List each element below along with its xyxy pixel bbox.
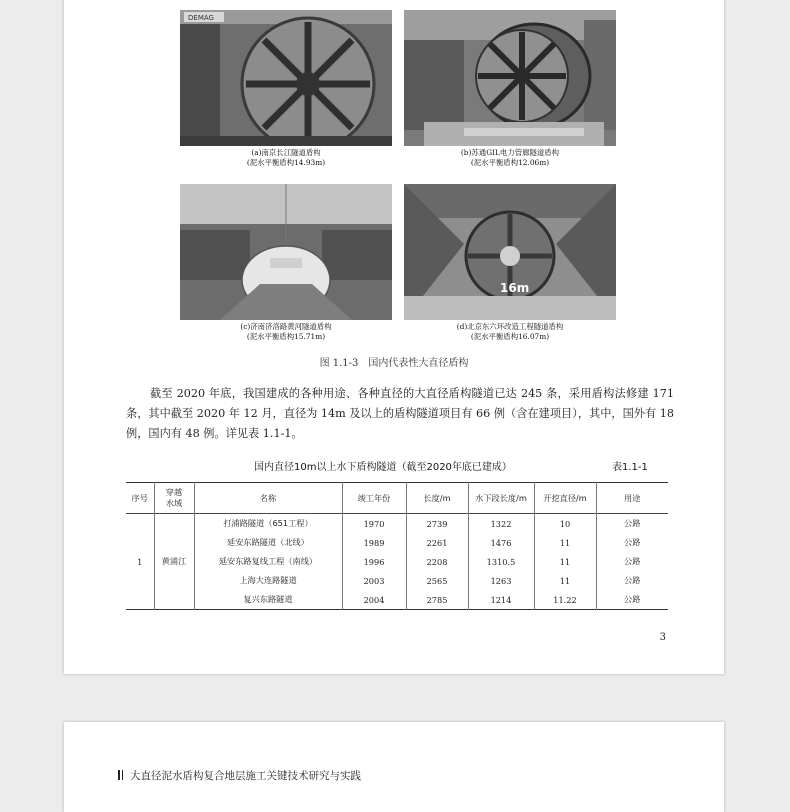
caption-d-line2: (泥水平衡盾构16.07m) <box>470 332 550 341</box>
caption-a <box>176 148 396 168</box>
photo-beijing-tbm <box>404 184 616 320</box>
row-name: 延安东路复线工程（南线） <box>194 552 342 571</box>
row-name: 延安东路隧道（北线） <box>194 533 342 552</box>
photo-nanjing-tbm <box>180 10 392 146</box>
row-diameter: 11 <box>534 552 596 571</box>
running-head-rule <box>118 770 120 780</box>
group-water: 黄浦江 <box>154 514 194 610</box>
table-title: 国内直径10m以上水下盾构隧道（截至2020年底已建成） <box>254 462 512 473</box>
page-number: 3 <box>659 632 666 643</box>
caption-b-line2: (泥水平衡盾构12.06m) <box>470 158 550 167</box>
row-length: 2565 <box>406 571 468 590</box>
table-row <box>126 571 668 590</box>
row-diameter: 11 <box>534 533 596 552</box>
caption-b-line1: (b)苏通GIL电力管廊隧道盾构 <box>460 148 560 157</box>
row-name: 打浦路隧道（651工程） <box>194 514 342 534</box>
table-row <box>126 514 668 534</box>
row-diameter: 11.22 <box>534 590 596 610</box>
row-year: 2004 <box>342 590 406 610</box>
row-underwater: 1214 <box>468 590 534 610</box>
header-diameter: 开挖直径/m <box>534 483 596 514</box>
crane-brand-text: DEMAG <box>188 14 214 22</box>
row-underwater: 1263 <box>468 571 534 590</box>
table-header-row <box>126 483 668 514</box>
row-use: 公路 <box>624 537 641 547</box>
caption-a-line1: (a)南京长江隧道盾构 <box>251 148 321 157</box>
row-underwater: 1476 <box>468 533 534 552</box>
diameter-sign-text: 16m <box>500 281 530 295</box>
row-diameter: 10 <box>534 514 596 534</box>
header-length: 长度/m <box>406 483 468 514</box>
header-underwater: 水下段长度/m <box>468 483 534 514</box>
row-name: 上海大连路隧道 <box>194 571 342 590</box>
table-number: 表1.1-1 <box>612 462 648 473</box>
header-index: 序号 <box>126 483 154 514</box>
caption-c-line2: (泥水平衡盾构15.71m) <box>246 332 326 341</box>
row-length: 2208 <box>406 552 468 571</box>
tunnel-table <box>126 482 668 610</box>
row-year: 2003 <box>342 571 406 590</box>
row-diameter: 11 <box>534 571 596 590</box>
row-length: 2261 <box>406 533 468 552</box>
caption-c-line1: (c)济南济洛路黄河隧道盾构 <box>240 322 332 331</box>
row-length: 2739 <box>406 514 468 534</box>
header-water-line2: 水域 <box>165 498 183 508</box>
row-year: 1989 <box>342 533 406 552</box>
header-water-line1: 穿越 <box>165 487 183 497</box>
caption-b <box>400 148 620 168</box>
photo-jinan-tbm <box>180 184 392 320</box>
running-head-rule <box>122 770 124 780</box>
running-head-text: 大直径泥水盾构复合地层施工关键技术研究与实践 <box>130 770 361 782</box>
row-name: 复兴东路隧道 <box>194 590 342 610</box>
book-page <box>64 0 724 674</box>
next-book-page <box>64 722 724 812</box>
row-year: 1996 <box>342 552 406 571</box>
row-year: 1970 <box>342 514 406 534</box>
figure-title: 图 1.1-3 国内代表性大直径盾构 <box>319 358 469 369</box>
table-row <box>126 590 668 610</box>
header-use: 用途 <box>624 492 641 503</box>
table-row <box>126 552 668 571</box>
header-water <box>154 483 194 514</box>
row-use: 公路 <box>624 594 641 604</box>
caption-a-line2: (泥水平衡盾构14.93m) <box>246 158 326 167</box>
caption-d <box>400 322 620 342</box>
row-underwater: 1322 <box>468 514 534 534</box>
row-use: 公路 <box>624 575 641 585</box>
group-index: 1 <box>126 514 154 610</box>
header-name: 名称 <box>194 483 342 514</box>
caption-c <box>176 322 396 342</box>
photo-sutong-tbm <box>404 10 616 146</box>
row-underwater: 1310.5 <box>468 552 534 571</box>
table-row <box>126 533 668 552</box>
running-head <box>118 768 361 783</box>
body-paragraph: 截至 2020 年底，我国建成的各种用途、各种直径的大直径盾构隧道已达 245 条，采用盾构法修建 171 条，其中截至 2020 年 12 月，直径为 14m 及以上的盾构隧道项目有 66 例（含在建项目），其中，国外有 18 例，国内有 48 例。详见表 1.1-1。 <box>126 387 674 440</box>
header-year: 竣工年份 <box>342 483 406 514</box>
row-use: 公路 <box>624 518 641 528</box>
caption-d-line1: (d)北京东六环改造工程隧道盾构 <box>456 322 564 331</box>
row-length: 2785 <box>406 590 468 610</box>
row-use: 公路 <box>624 556 641 566</box>
